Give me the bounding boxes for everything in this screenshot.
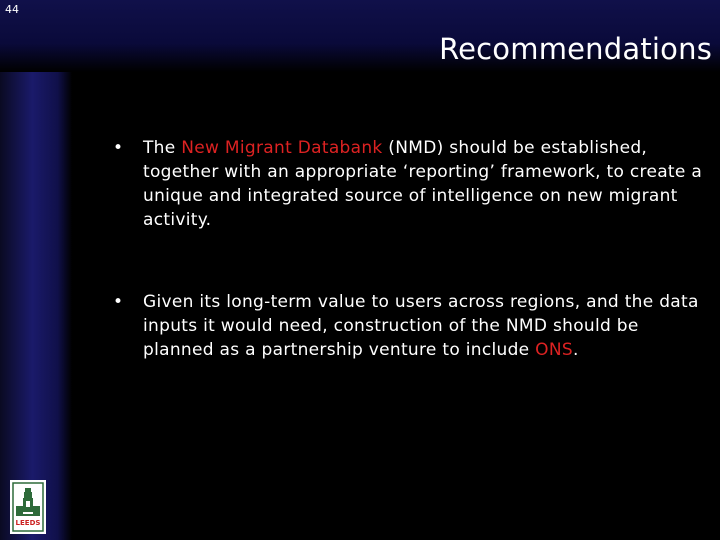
highlight-ons: ONS bbox=[535, 340, 573, 360]
highlight-new-migrant-databank: New Migrant Databank bbox=[181, 138, 383, 158]
slide-number: 44 bbox=[5, 3, 19, 16]
bullet-icon: • bbox=[113, 138, 124, 158]
sidebar-band bbox=[0, 0, 72, 540]
bullet-icon: • bbox=[113, 292, 124, 312]
slide-title: Recommendations bbox=[439, 32, 712, 66]
bullet-item-nmd bbox=[113, 136, 703, 232]
bullet-text-after: (NMD) should be established, together with an appropriate ‘reporting’ framework, to create a unique and integrated source of intelligence on new migrant activity. bbox=[143, 138, 703, 230]
bullet-list bbox=[113, 136, 703, 362]
logo-text: LEEDS bbox=[15, 519, 41, 527]
bullet-text-after: . bbox=[572, 340, 579, 360]
leeds-university-logo-icon bbox=[10, 480, 46, 534]
bullet-text-before: The bbox=[143, 138, 182, 158]
bullet-text-before: Given its long-term value to users across regions, and the data inputs it would need, construction of the NMD should be planned as a partnership venture to include bbox=[143, 292, 699, 360]
bullet-item-partnership bbox=[113, 290, 703, 362]
